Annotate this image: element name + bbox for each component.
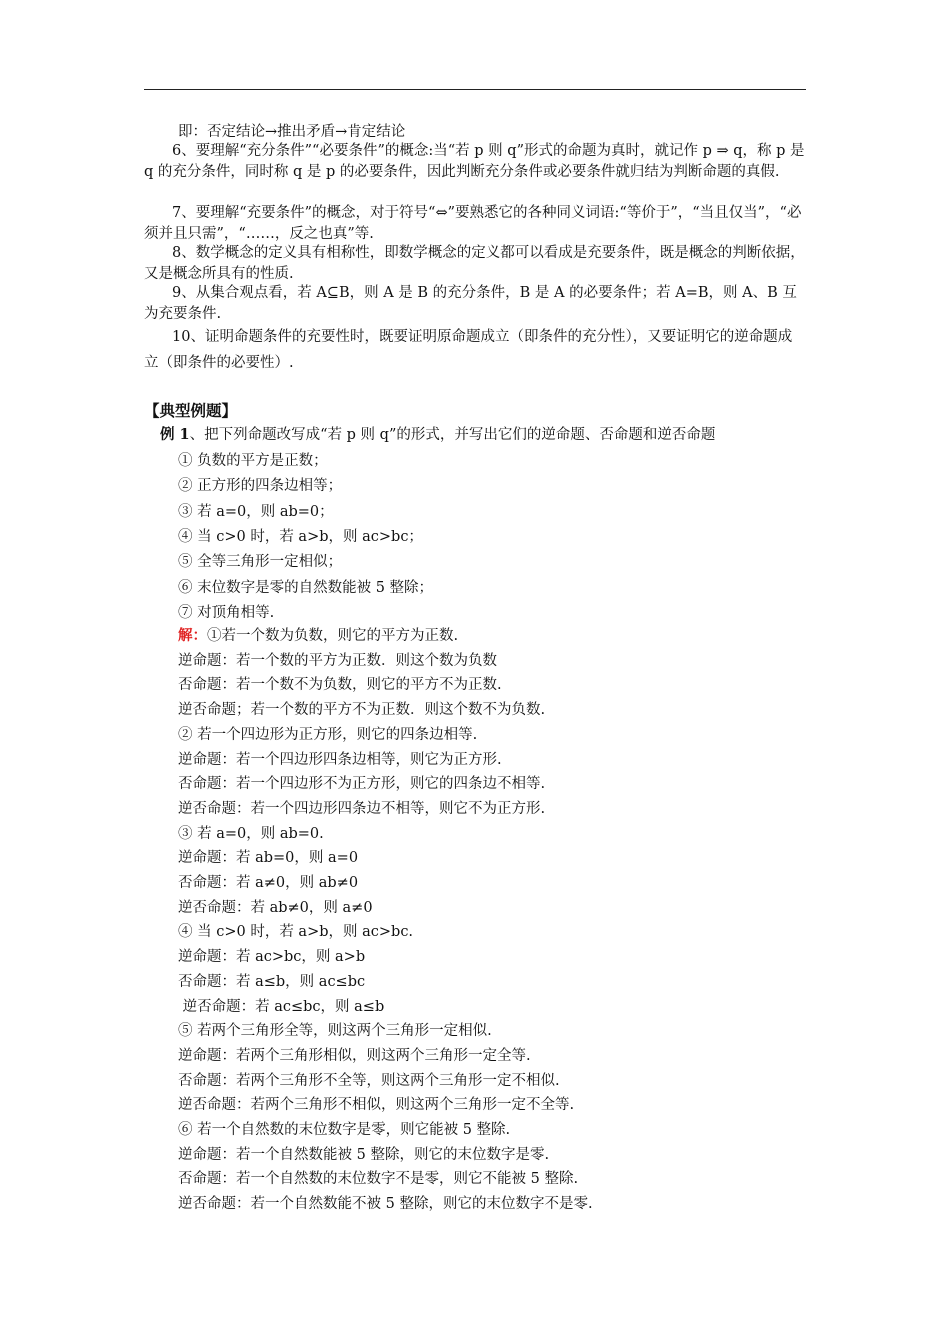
example-item: ⑤ 全等三角形一定相似； [178, 554, 343, 571]
solution-line: 否命题：若一个自然数的末位数字不是零，则它不能被 5 整除. [178, 1171, 579, 1188]
solution-line: 逆否命题；若一个数的平方不为正数．则这个数不为负数. [178, 702, 546, 719]
example-item: ⑥ 末位数字是零的自然数能被 5 整除； [178, 579, 434, 596]
solution-line: 否命题：若一个四边形不为正方形，则它的四条边不相等. [178, 776, 546, 793]
solution-line: ⑥ 若一个自然数的末位数字是零，则它能被 5 整除. [178, 1122, 511, 1138]
example-item: ③ 若 a=0，则 ab=0； [178, 503, 334, 520]
summary-point-10: 10、证明命题条件的充要性时，既要证明原命题成立（即条件的充分性），又要证明它的逆命题成立（即条件的必要性）. [144, 329, 793, 371]
solution-line: 否命题：若一个数不为负数，则它的平方不为正数. [178, 677, 502, 694]
solution-line: 逆否命题：若 ac≤bc，则 a≤b [178, 998, 385, 1015]
solution-line: ③ 若 a=0，则 ab=0. [178, 825, 324, 842]
example-label: 例 1 [160, 426, 190, 443]
solution-line: 逆否命题：若 ab≠0，则 a≠0 [178, 899, 373, 916]
solution-first-line: 解：①若一个数为负数，则它的平方为正数. [178, 627, 459, 644]
summary-intro: 即：否定结论→推出矛盾→肯定结论 [178, 124, 406, 140]
solution-line: ② 若一个四边形为正方形，则它的四条边相等. [178, 726, 478, 743]
solution-line: 否命题：若 a≤b，则 ac≤bc [178, 973, 366, 990]
solution-line: 否命题：若两个三角形不全等，则这两个三角形一定不相似. [178, 1072, 560, 1089]
summary-point-7: 7、要理解“充要条件”的概念，对于符号“⇔”要熟悉它的各种同义词语:“等价于”，“当且仅当”，“必须并且只需”，“……，反之也真”等. [144, 205, 802, 242]
solution-line: ④ 当 c>0 时，若 a>b，则 ac>bc. [178, 924, 414, 941]
solution-line: 逆命题：若两个三角形相似，则这两个三角形一定全等. [178, 1047, 531, 1064]
example-item: ⑦ 对顶角相等. [178, 604, 275, 621]
summary-point-6: 6、要理解“充分条件”“必要条件”的概念:当“若 p 则 q”形式的命题为真时，就记作 p ⇒ q，称 p 是 q 的充分条件，同时称 q 是 p 的必要条件，因此判断充分条件或必要条件就归结为判断命题的真假. [144, 143, 805, 180]
example-item: ① 负数的平方是正数； [178, 453, 328, 469]
example-item: ② 正方形的四条边相等； [178, 478, 343, 495]
solution-line: 逆命题：若 ab=0，则 a=0 [178, 850, 359, 867]
solution-line: 逆命题：若一个自然数能被 5 整除，则它的末位数字是零. [178, 1146, 550, 1163]
solution-line: ⑤ 若两个三角形全等，则这两个三角形一定相似. [178, 1023, 492, 1040]
solution-line: 否命题：若 a≠0，则 ab≠0 [178, 875, 359, 891]
solution-line: 逆命题：若 ac>bc，则 a>b [178, 949, 366, 966]
solution-line: 逆否命题：若两个三角形不相似，则这两个三角形一定不全等. [178, 1097, 575, 1114]
solution-label: 解： [178, 627, 207, 644]
header-rule [144, 89, 806, 90]
solution-line: 逆否命题：若一个自然数能不被 5 整除，则它的末位数字不是零. [178, 1196, 593, 1213]
solution-line: 逆命题：若一个数的平方为正数．则这个数为负数 [178, 652, 497, 669]
section-heading: 【典型例题】 [144, 401, 238, 420]
example-item: ④ 当 c>0 时，若 a>b，则 ac>bc； [178, 528, 423, 545]
summary-point-9: 9、从集合观点看，若 A⊆B，则 A 是 B 的充分条件，B 是 A 的必要条件；若 A=B，则 A、B 互为充要条件. [144, 285, 797, 322]
solution-line: 逆命题：若一个四边形四条边相等，则它为正方形. [178, 751, 502, 768]
summary-point-8: 8、数学概念的定义具有相称性，即数学概念的定义都可以看成是充要条件，既是概念的判断依据，又是概念所具有的性质. [144, 245, 805, 282]
solution-line: 逆否命题：若一个四边形四条边不相等，则它不为正方形. [178, 800, 546, 817]
example-1-prompt: 例 1、把下列命题改写成“若 p 则 q”的形式，并写出它们的逆命题、否命题和逆否命题 [160, 426, 716, 443]
